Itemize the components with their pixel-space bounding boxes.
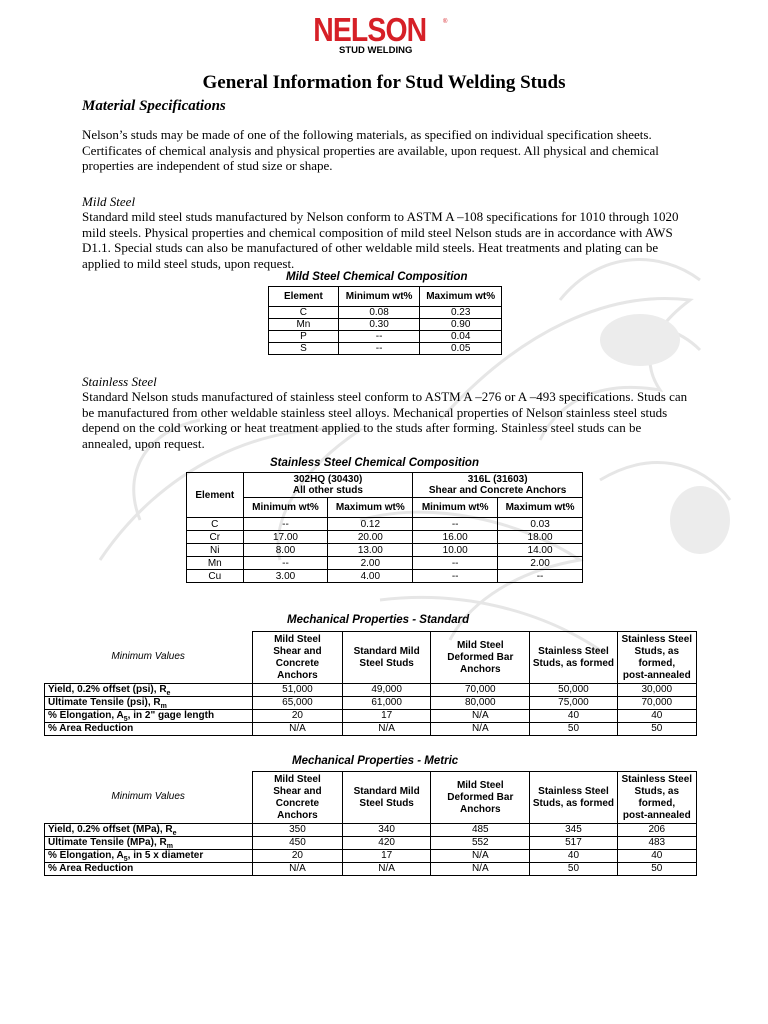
table-cell: 420 (343, 837, 431, 850)
table-cell: 13.00 (328, 544, 413, 557)
mech-col-header-line: Concrete (275, 657, 320, 669)
table-cell: 0.05 (420, 343, 502, 355)
table-cell: Mn (269, 319, 339, 331)
table-cell: 50 (530, 723, 617, 736)
table-cell: -- (338, 331, 420, 343)
table-cell: Cu (187, 570, 244, 583)
mech-row-label-text: Ultimate Tensile (MPa), R (48, 837, 167, 848)
table-row (45, 684, 697, 697)
mech-row-label-sub: e (166, 690, 171, 697)
table-cell: N/A (431, 723, 530, 736)
mech-col-header-line: Studs, as formed (532, 797, 615, 809)
mech-col-header-line: Studs, as formed, (634, 645, 680, 669)
mech-col-header-line: Mild Steel (274, 633, 321, 645)
mech-col-header (431, 632, 530, 684)
table-cell: 17 (343, 850, 431, 863)
ss-element-header: Element (187, 473, 244, 518)
table-cell: N/A (343, 723, 431, 736)
table-cell: 450 (252, 837, 342, 850)
table-cell: 70,000 (431, 684, 530, 697)
ss-group1-line1: 302HQ (30430) (293, 474, 363, 485)
mech-row-label-text: % Elongation, A (48, 850, 124, 861)
mild-steel-paragraph: Standard mild steel studs manufactured by Nelson conform to ASTM A –108 specifications for 1010 through 1020 mild steels. Physical properties and chemical composition of mild steel Nelson studs are in accordance with AWS D1.1. Special studs can also be manufactured of other weldable mild steels. Heat treatments and plating can be applied to mild steel studs, upon request. (82, 209, 679, 271)
mech-col-header-line: Anchors (460, 803, 501, 815)
table-cell: 0.04 (420, 331, 502, 343)
mech-col-header-line: Stainless Steel (538, 645, 609, 657)
table-cell: 61,000 (343, 697, 431, 710)
table-row (187, 557, 583, 570)
ss-sub-header: Maximum wt% (328, 498, 413, 518)
table-row (45, 824, 697, 837)
table-row (269, 331, 502, 343)
section-heading: Material Specifications (82, 98, 226, 114)
table-cell: C (269, 307, 339, 319)
stainless-steel-paragraph: Standard Nelson studs manufactured of stainless steel conform to ASTM A –276 or A –493 specifications. Studs can be manufactured from other weldable stainless steel alloys. Mechanical properties of Nelson stainless steel studs depend on the cold working or heat treatment applied to the studs after forming. Stainless steel studs can be annealed, upon request. (82, 389, 688, 451)
table-cell: 16.00 (413, 531, 498, 544)
table-cell: 40 (530, 850, 617, 863)
mech-std-title: Mechanical Properties - Standard (287, 614, 470, 626)
table-cell: 552 (431, 837, 530, 850)
mech-col-header (343, 772, 431, 824)
table-cell: 80,000 (431, 697, 530, 710)
mech-header-row (45, 772, 697, 824)
logo-wordmark: NELSON (313, 11, 427, 48)
table-cell: -- (243, 518, 328, 531)
mech-row-label-suffix: , in 2" gage length (127, 710, 215, 721)
table-cell: N/A (343, 863, 431, 876)
mech-row-label (45, 837, 253, 850)
table-cell: 18.00 (498, 531, 583, 544)
table-cell: N/A (431, 850, 530, 863)
mech-row-label-sub: m (160, 703, 167, 710)
mech-row-label-text: Yield, 0.2% offset (psi), R (48, 684, 167, 695)
mech-row-label-text: Yield, 0.2% offset (MPa), R (48, 824, 173, 835)
table-row (187, 518, 583, 531)
mech-col-header (530, 772, 617, 824)
mech-row-label (45, 684, 253, 697)
table-cell: 30,000 (617, 684, 696, 697)
table-cell: 40 (617, 850, 696, 863)
minimum-values-label: Minimum Values (111, 791, 185, 803)
mech-col-header-line: Deformed Bar (447, 791, 514, 803)
mech-col-header (431, 772, 530, 824)
mech-row-label-text: % Area Reduction (48, 723, 134, 734)
table-cell: 49,000 (343, 684, 431, 697)
table-cell: -- (498, 570, 583, 583)
mech-col-header-line: Mild Steel (456, 639, 504, 651)
table-cell: 50,000 (530, 684, 617, 697)
table-row (187, 544, 583, 557)
table-row (45, 850, 697, 863)
table-cell: 340 (343, 824, 431, 837)
table-cell: C (187, 518, 244, 531)
table-row (269, 319, 502, 331)
table-cell: N/A (252, 863, 342, 876)
table-cell: N/A (431, 710, 530, 723)
mech-col-header-line: post-annealed (622, 669, 691, 681)
table-cell: 0.30 (338, 319, 420, 331)
mech-col-header-line: Stainless Steel (621, 633, 693, 645)
table-cell: -- (413, 570, 498, 583)
mech-col-header (530, 632, 617, 684)
mech-row-label-sub: 5 (123, 716, 128, 723)
mech-col-header (252, 632, 342, 684)
table-cell: 51,000 (252, 684, 342, 697)
table-row (45, 697, 697, 710)
ss-group2-line2: Shear and Concrete Anchors (428, 485, 567, 496)
table-cell: 65,000 (252, 697, 342, 710)
table-cell: Cr (187, 531, 244, 544)
table-cell: 17.00 (243, 531, 328, 544)
mech-metric-title: Mechanical Properties - Metric (292, 755, 459, 767)
table-cell: 17 (343, 710, 431, 723)
page-title: General Information for Stud Welding Studs (202, 72, 566, 93)
mech-col-header (252, 772, 342, 824)
table-cell: N/A (431, 863, 530, 876)
table-cell: 50 (530, 863, 617, 876)
logo-subtitle: STUD WELDING (339, 45, 413, 56)
mild-table-title: Mild Steel Chemical Composition (286, 271, 468, 283)
table-cell: 517 (530, 837, 617, 850)
table-cell: 10.00 (413, 544, 498, 557)
ss-group1-line2: All other studs (292, 485, 363, 496)
table-cell: 50 (617, 863, 696, 876)
ss-sub-header: Minimum wt% (243, 498, 328, 518)
table-row (45, 837, 697, 850)
mech-col-header (617, 772, 696, 824)
mech-row-label (45, 863, 253, 876)
mild-steel-chem-table (268, 286, 502, 355)
mech-row-label-sub: m (166, 843, 173, 850)
mech-col-header-line: Deformed Bar (447, 651, 514, 663)
table-row (269, 307, 502, 319)
table-cell: Mn (187, 557, 244, 570)
mech-row-label (45, 723, 253, 736)
table-cell: 2.00 (498, 557, 583, 570)
table-cell: P (269, 331, 339, 343)
mech-col-header-line: Steel Studs (359, 657, 414, 669)
table-cell: 14.00 (498, 544, 583, 557)
table-cell: 20.00 (328, 531, 413, 544)
mech-row-label-text: % Area Reduction (48, 863, 134, 874)
mech-col-header-line: Studs, as formed, (634, 785, 680, 809)
mech-col-header-line: Standard Mild (353, 645, 420, 657)
mech-row-label-text: Ultimate Tensile (psi), R (48, 697, 161, 708)
logo-registered-mark: ® (443, 19, 448, 25)
ss-group2-line1: 316L (31603) (467, 474, 528, 485)
mech-col-header-line: Concrete (275, 797, 320, 809)
mild-col-header: Maximum wt% (420, 287, 502, 307)
table-cell: 40 (617, 710, 696, 723)
mech-metric-table (44, 771, 697, 876)
mech-col-header-line: Anchors (277, 669, 318, 681)
table-cell: 345 (530, 824, 617, 837)
mech-col-header-line: Mild Steel (456, 779, 504, 791)
mech-col-header-line: Anchors (277, 809, 318, 821)
table-row (45, 863, 697, 876)
table-cell: -- (413, 557, 498, 570)
mech-row-label (45, 850, 253, 863)
stainless-table-title: Stainless Steel Chemical Composition (270, 457, 479, 469)
table-row (187, 531, 583, 544)
table-cell: 4.00 (328, 570, 413, 583)
mech-row-label-text: % Elongation, A (48, 710, 124, 721)
mech-col-header-line: Stainless Steel (538, 785, 609, 797)
mild-col-header: Minimum wt% (338, 287, 420, 307)
mech-std-table (44, 631, 697, 736)
minimum-values-label: Minimum Values (111, 651, 185, 663)
table-cell: 20 (252, 850, 342, 863)
table-cell: -- (413, 518, 498, 531)
ss-group1-header (243, 473, 413, 498)
mech-col-header (617, 632, 696, 684)
table-cell: 0.90 (420, 319, 502, 331)
table-row (269, 343, 502, 355)
mech-row-label-sub: 5 (123, 856, 128, 863)
table-cell: 0.08 (338, 307, 420, 319)
table-cell: 75,000 (530, 697, 617, 710)
table-cell: Ni (187, 544, 244, 557)
mild-steel-heading: Mild Steel (82, 194, 136, 209)
table-cell: N/A (252, 723, 342, 736)
mech-col-header-line: Shear and (273, 785, 322, 797)
table-cell: 40 (530, 710, 617, 723)
mech-col-header-line: post-annealed (622, 809, 691, 821)
mech-col-header (343, 632, 431, 684)
table-row (45, 710, 697, 723)
table-cell: 50 (617, 723, 696, 736)
mild-col-header: Element (269, 287, 339, 307)
table-cell: 0.03 (498, 518, 583, 531)
table-cell: 350 (252, 824, 342, 837)
table-row (187, 570, 583, 583)
table-cell: 483 (617, 837, 696, 850)
table-cell: S (269, 343, 339, 355)
ss-sub-header: Minimum wt% (413, 498, 498, 518)
mech-header-row (45, 632, 697, 684)
mech-row-label (45, 824, 253, 837)
mech-col-header-line: Steel Studs (359, 797, 414, 809)
nelson-logo (313, 11, 451, 56)
ss-sub-header: Maximum wt% (498, 498, 583, 518)
mech-row-label (45, 710, 253, 723)
table-cell: 206 (617, 824, 696, 837)
mech-row-label (45, 697, 253, 710)
table-cell: 0.23 (420, 307, 502, 319)
mech-col-header-line: Shear and (273, 645, 322, 657)
mech-row-label-suffix: , in 5 x diameter (127, 850, 204, 861)
table-cell: 0.12 (328, 518, 413, 531)
mech-col-header-line: Studs, as formed (532, 657, 615, 669)
table-cell: 2.00 (328, 557, 413, 570)
table-cell: -- (243, 557, 328, 570)
intro-paragraph: Nelson’s studs may be made of one of the following materials, as specified on individual specification sheets. Certificates of chemical analysis and physical properties are available, upon request. All physical and chemical properties are independent of stud size or shape. (82, 127, 659, 173)
mech-col-header-line: Anchors (460, 663, 501, 675)
table-cell: 3.00 (243, 570, 328, 583)
table-cell: -- (338, 343, 420, 355)
ss-group2-header (413, 473, 583, 498)
table-cell: 8.00 (243, 544, 328, 557)
stainless-steel-heading: Stainless Steel (82, 374, 157, 389)
mech-col-header-line: Stainless Steel (621, 773, 693, 785)
table-row (45, 723, 697, 736)
table-cell: 70,000 (617, 697, 696, 710)
stainless-chem-table (186, 472, 583, 583)
table-cell: 485 (431, 824, 530, 837)
mech-col-header-line: Mild Steel (274, 773, 321, 785)
mech-col-header-line: Standard Mild (353, 785, 420, 797)
table-cell: 20 (252, 710, 342, 723)
mech-row-label-sub: e (172, 830, 177, 837)
